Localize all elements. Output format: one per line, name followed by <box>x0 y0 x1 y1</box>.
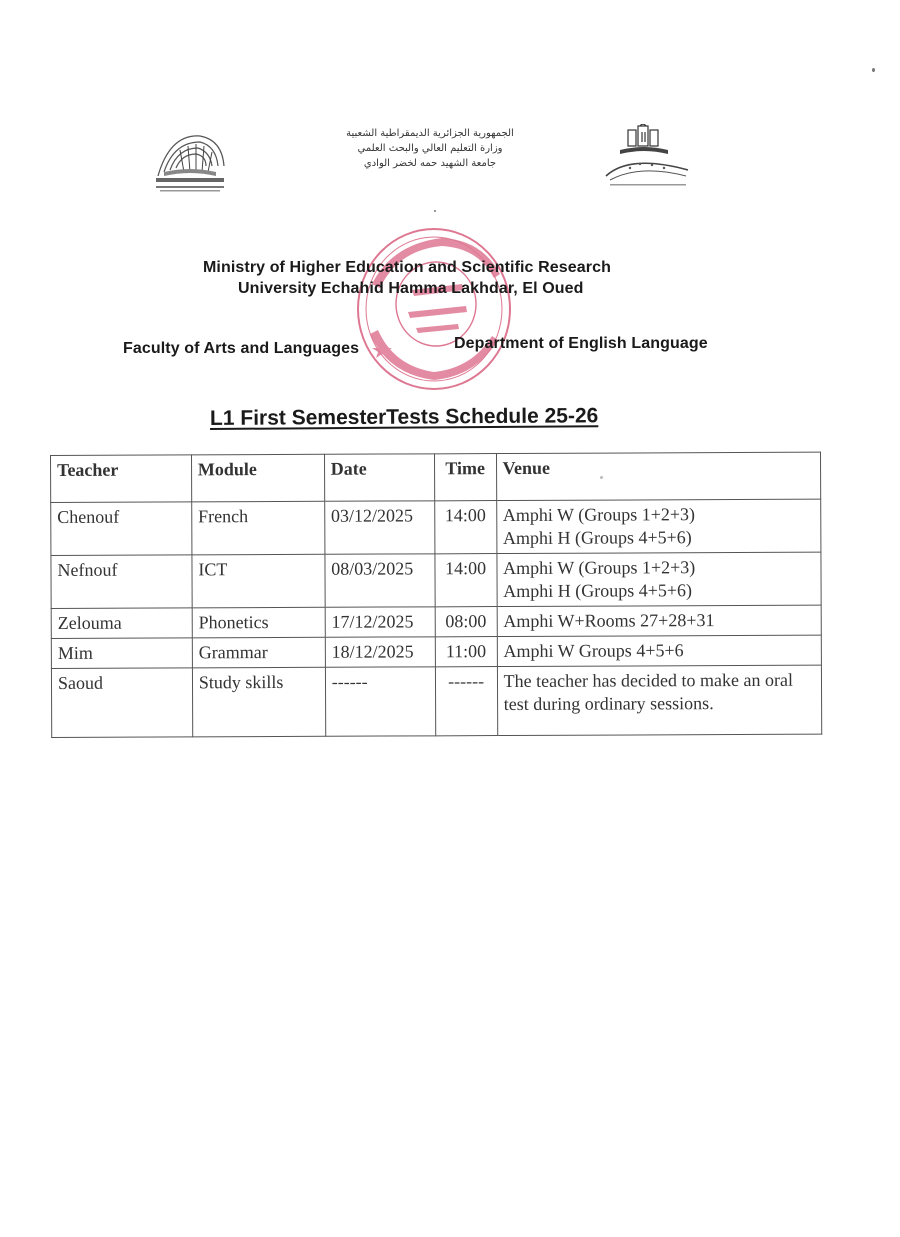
cell-module: Phonetics <box>192 607 325 638</box>
cell-date: 08/03/2025 <box>325 554 435 607</box>
university-logo-left <box>150 128 230 198</box>
official-stamp <box>352 224 516 394</box>
table-row <box>51 665 821 737</box>
cell-date: 03/12/2025 <box>324 501 434 554</box>
ministry-name: Ministry of Higher Education and Scientific Research <box>203 259 611 276</box>
header-module: Module <box>191 454 324 502</box>
venue-line: Amphi H (Groups 4+5+6) <box>503 580 693 602</box>
cell-date: 18/12/2025 <box>325 637 435 667</box>
cell-date: ------ <box>325 667 435 736</box>
arabic-line-3: جامعة الشهيد حمه لخضر الوادي <box>363 158 497 169</box>
cell-module: ICT <box>192 554 325 608</box>
table-header-row <box>51 452 821 502</box>
cell-venue <box>497 552 822 606</box>
table-row <box>51 552 821 608</box>
university-name: University Echahid Hamma Lakhdar, El Oued <box>238 280 584 297</box>
venue-line: Amphi W+Rooms 27+28+31 <box>503 610 715 632</box>
venue-line: The teacher has decided to make an oral test during ordinary sessions. <box>503 669 793 715</box>
faculty-name: Faculty of Arts and Languages <box>123 340 360 357</box>
scan-speck <box>872 68 875 72</box>
table-row <box>51 499 821 555</box>
header-teacher: Teacher <box>51 455 192 503</box>
cell-venue <box>497 605 822 636</box>
cell-teacher: Zelouma <box>51 608 192 639</box>
venue-line: Amphi H (Groups 4+5+6) <box>502 527 692 549</box>
scan-speck <box>434 210 436 212</box>
document-title: L1 First SemesterTests Schedule 25-26 <box>209 404 599 430</box>
cell-time: 11:00 <box>435 637 497 667</box>
cell-module: Grammar <box>192 637 325 668</box>
cell-time: 14:00 <box>435 554 497 607</box>
cell-teacher: Chenouf <box>51 502 192 556</box>
cell-time: ------ <box>435 667 497 736</box>
header-date: Date <box>324 454 434 501</box>
cell-time: 08:00 <box>435 607 497 637</box>
cell-teacher: Nefnouf <box>51 555 192 609</box>
cell-venue <box>497 635 822 666</box>
cell-module: Study skills <box>192 667 325 737</box>
cell-time: 14:00 <box>434 501 496 554</box>
arabic-header <box>300 126 560 171</box>
header-venue: Venue <box>496 452 821 500</box>
cell-venue <box>497 665 822 735</box>
faculty-logo-right <box>600 124 695 192</box>
cell-module: French <box>192 501 325 555</box>
header-time: Time <box>434 454 496 501</box>
cell-venue <box>496 499 821 553</box>
cell-teacher: Mim <box>51 638 192 669</box>
venue-line: Amphi W (Groups 1+2+3) <box>502 504 696 526</box>
table-row <box>51 635 821 668</box>
arabic-line-2: وزارة التعليم العالي والبحث العلمي <box>357 143 503 154</box>
venue-line: Amphi W Groups 4+5+6 <box>503 640 684 662</box>
cell-date: 17/12/2025 <box>325 607 435 637</box>
department-name: Department of English Language <box>454 335 708 352</box>
venue-line: Amphi W (Groups 1+2+3) <box>503 557 696 579</box>
cell-teacher: Saoud <box>51 668 192 738</box>
table-row <box>51 605 821 638</box>
scan-speck <box>600 476 603 479</box>
arabic-line-1: الجمهورية الجزائرية الديمقراطية الشعبية <box>346 128 514 139</box>
schedule-table <box>50 452 822 738</box>
